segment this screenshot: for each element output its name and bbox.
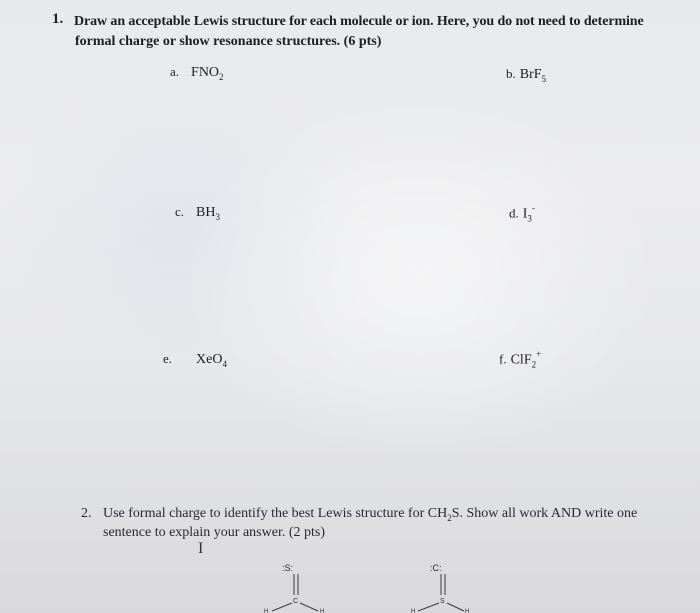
question-2-line-2: sentence to explain your answer. (2 pts)	[103, 525, 325, 540]
structure-1-bond-left	[272, 603, 292, 611]
item-b-formula: BrF	[519, 67, 542, 82]
item-e-formula: XeO	[196, 352, 223, 367]
structure-2-center-atom: S	[440, 598, 445, 605]
item-e-subscript: 4	[222, 359, 227, 370]
item-c	[175, 203, 220, 222]
item-a-subscript: 2	[219, 72, 224, 83]
item-f-superscript: +	[536, 349, 542, 359]
item-c-label: c.	[175, 204, 185, 219]
structure-1-right-atom: H	[320, 609, 325, 613]
item-c-formula: BH	[196, 205, 216, 220]
item-d-superscript: -	[531, 203, 535, 213]
item-f-formula: ClF	[510, 352, 532, 368]
item-f-label: f.	[499, 351, 507, 367]
question-2-line-1-sub: 2	[447, 512, 452, 523]
structure-1-center-atom: C	[293, 598, 299, 605]
structure-2-top-atom: :C:	[430, 563, 442, 573]
question-2-line-1-post: S. Show all work AND write one	[451, 506, 638, 521]
question-1-line-1: Draw an acceptable Lewis structure for each molecule or ion. Here, you do not need to determine	[74, 14, 644, 29]
question-2-line-1-pre: Use formal charge to identify the best Lewis structure for CH	[103, 506, 448, 521]
item-d	[509, 203, 535, 224]
text-cursor-icon: I	[198, 540, 204, 557]
structure-2	[404, 557, 484, 613]
item-c-subscript: 3	[215, 212, 220, 223]
item-d-label: d.	[509, 205, 519, 221]
item-f-subscript: 2	[531, 359, 537, 370]
item-a-label: a.	[170, 64, 180, 79]
item-b-subscript: 5	[541, 74, 547, 85]
item-d-formula: I	[522, 206, 528, 222]
item-a-formula: FNO	[191, 65, 220, 80]
question-1-number: 1.	[52, 11, 64, 27]
item-b	[506, 65, 546, 84]
structure-2-left-atom: H	[411, 609, 416, 613]
item-e-label: e.	[163, 351, 173, 366]
item-d-subscript: 3	[527, 213, 532, 224]
item-e	[163, 350, 227, 369]
question-2-number: 2.	[81, 506, 92, 521]
question-1-line-2: formal charge or show resonance structures. (6 pts)	[75, 34, 382, 49]
item-f	[499, 349, 541, 370]
structure-1-bond-right	[300, 603, 318, 611]
structure-2-right-atom: H	[465, 609, 470, 613]
structure-1	[256, 557, 336, 613]
item-a	[170, 63, 224, 82]
structure-1-top-atom: :S:	[282, 563, 294, 573]
item-b-label: b.	[506, 66, 516, 81]
structure-2-bond-left	[418, 603, 439, 611]
structure-2-bond-right	[447, 603, 464, 611]
structure-1-left-atom: H	[264, 609, 269, 613]
